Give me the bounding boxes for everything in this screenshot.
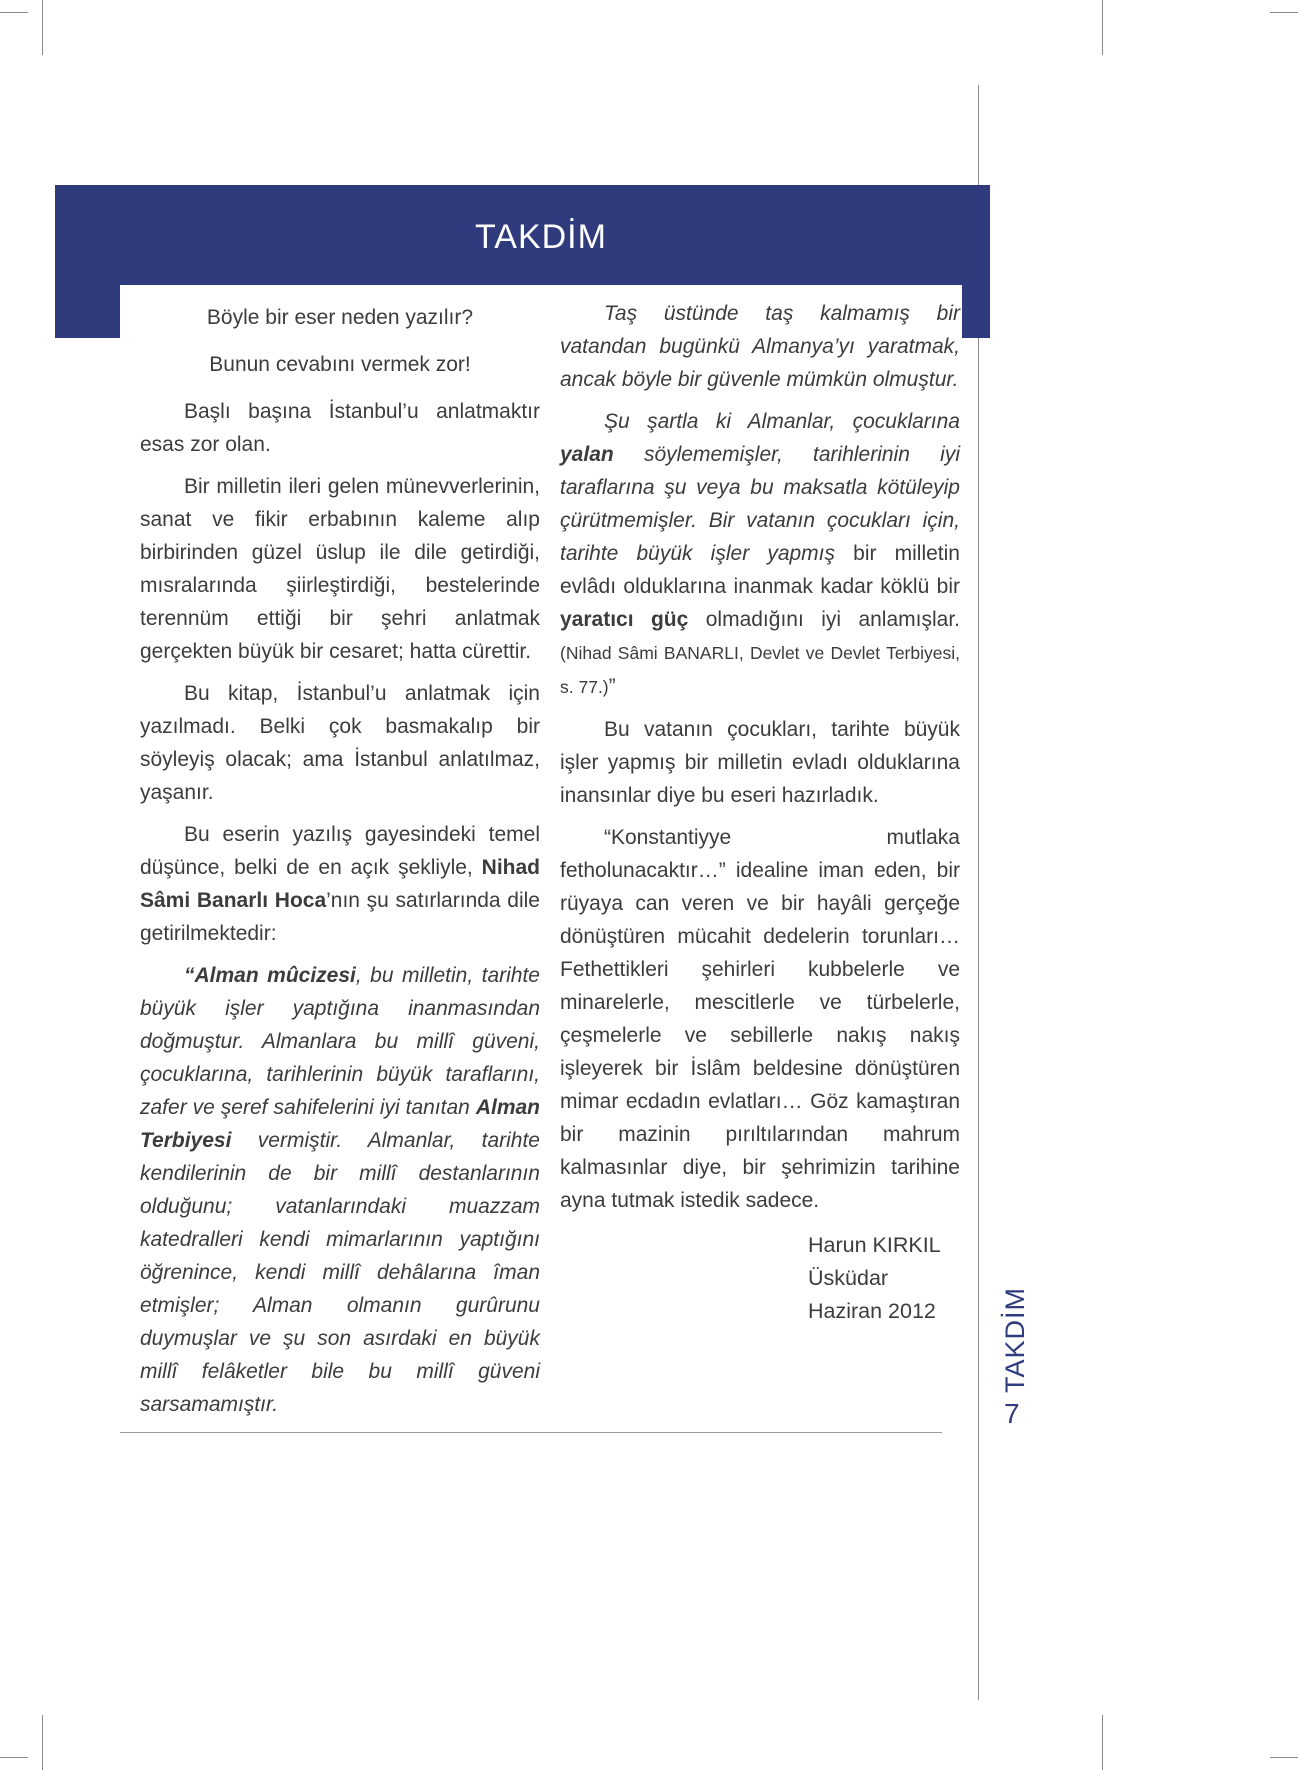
paragraph [560, 821, 960, 1217]
signature-line: Haziran 2012 [808, 1299, 936, 1323]
column-right [560, 297, 960, 1430]
text-segment: (Nihad Sâmi BANARLI, Devlet ve Devlet Terbiyesi, s. 77.) [560, 643, 960, 697]
text-segment: yalan [560, 443, 614, 466]
text-segment: “Alman mûcizesi [184, 964, 356, 987]
text-segment: yaratıcı güç [560, 608, 689, 631]
text-segment: Bu kitap, İstanbul’u anlatmak için yazılmadı. Belki çok basmakalıp bir söyleyiş olacak; ama İstanbul anlatılmaz, yaşanır. [140, 682, 540, 804]
text-segment: “Konstantiyye mutlaka fetholunacaktır…” idealine iman eden, bir rüyaya can veren ve bir hayâli gerçeğe dönüştüren mücahit dedelerin torunları… Fethettikleri şehirleri kubbelerle ve minarelerle, mescitlerle ve türbelerle, çeşmelerle ve sebillerle nakış nakış işleyerek bir İslâm beldesine dönüştüren mimar ecdadın evlatları… Göz kamaştıran bir mazinin pırıltılarından mahrum kalmasınlar diye, bir şehrimizin tarihine ayna tutmak istedik sadece. [560, 826, 960, 1212]
page-title: TAKDİM [475, 218, 607, 256]
paragraph [560, 713, 960, 812]
crop-mark [1270, 1757, 1298, 1758]
text-segment: bir milletin evlâdı olduklarına inanmak kadar köklü bir [560, 542, 960, 598]
crop-mark [0, 12, 28, 13]
paragraph [560, 297, 960, 396]
crop-mark [1270, 12, 1298, 13]
paragraph [140, 470, 540, 668]
text-segment: ’nın şu satırlarında dile getirilmektedir: [140, 889, 540, 945]
crop-mark [1102, 1715, 1103, 1770]
footer-rule [120, 1432, 942, 1433]
column-left-paragraphs [140, 301, 540, 1421]
column-left [140, 297, 540, 1430]
text-segment: vermiştir. Almanlar, tarihte kendilerinin de bir millî destanlarının olduğunu; vatanlarındaki muazzam katedralleri kendi mimarlarının yaptığını öğrenince, kendi millî dehâlarına îman etmişler; Alman olmanın gurûrunu duymuşlar ve şu son asırdaki en büyük millî felâketler bile bu millî güveni sarsamamıştır. [140, 1129, 540, 1416]
text-segment: Nihad Sâmi Banarlı Hoca [140, 856, 540, 912]
side-label-vertical: TAKDİM [1000, 1287, 1030, 1393]
crop-mark [0, 1757, 28, 1758]
signature-block [560, 1229, 960, 1328]
paragraph [560, 405, 960, 704]
text-segment: Bu eserin yazılış gayesindeki temel düşünce, belki de en açık şekliyle, [140, 823, 540, 879]
text-segment: Başlı başına İstanbul’u anlatmaktır esas zor olan. [140, 400, 540, 456]
text-segment: Bu vatanın çocukları, tarihte büyük işler yapmış bir milletin evladı olduklarına inansınlar diye bu eseri hazırladık. [560, 718, 960, 807]
content-area [120, 285, 962, 1435]
text-segment: Bir milletin ileri gelen münevverlerinin, sanat ve fikir erbabının kaleme alıp birbirinden güzel üslup ile dile getirdiği, mısralarında şiirleştirdiği, bestelerinde terennüm ettiği bir şehri anlatmak gerçekten büyük bir cesaret; hatta cürettir. [140, 475, 540, 663]
text-segment: söylememişler, tarihlerinin iyi taraflarına şu veya bu maksatla kötüleyip çürütmemişler. Bir vatanın çocukları için, tarihte büyük işler yapmış [560, 443, 960, 565]
text-segment: Taş üstünde taş kalmamış bir vatandan bugünkü Almanya’yı yaratmak, ancak böyle bir güvenle mümkün olmuştur. [560, 302, 960, 391]
crop-mark [42, 1715, 43, 1770]
column-right-paragraphs [560, 297, 960, 1217]
paragraph [140, 818, 540, 950]
text-segment: ” [608, 675, 616, 698]
text-segment: olmadığını iyi anlamışlar. [688, 608, 960, 631]
paragraph [140, 395, 540, 461]
paragraph [140, 301, 540, 334]
text-segment: Şu şartla ki Almanlar, çocuklarına [604, 410, 960, 433]
paragraph [140, 677, 540, 809]
text-segment: , bu milletin, tarihte büyük işler yaptığına inanmasından doğmuştur. Almanlara bu millî güveni, çocuklarına, tarihlerinin büyük taraflarını, zafer ve şeref sahifelerini iyi tanıtan [140, 964, 540, 1119]
crop-mark [42, 0, 43, 55]
crop-mark [1102, 0, 1103, 55]
text-segment: Bunun cevabını vermek zor! [209, 353, 471, 376]
paragraph [140, 348, 540, 381]
paragraph [140, 959, 540, 1421]
text-segment: Böyle bir eser neden yazılır? [206, 306, 474, 329]
signature-line: Üsküdar [808, 1266, 889, 1290]
page-number: 7 [1004, 1398, 1020, 1429]
text-columns [120, 297, 962, 1430]
text-segment: Alman Terbiyesi [140, 1096, 540, 1152]
signature-line: Harun KIRKIL [808, 1233, 941, 1257]
